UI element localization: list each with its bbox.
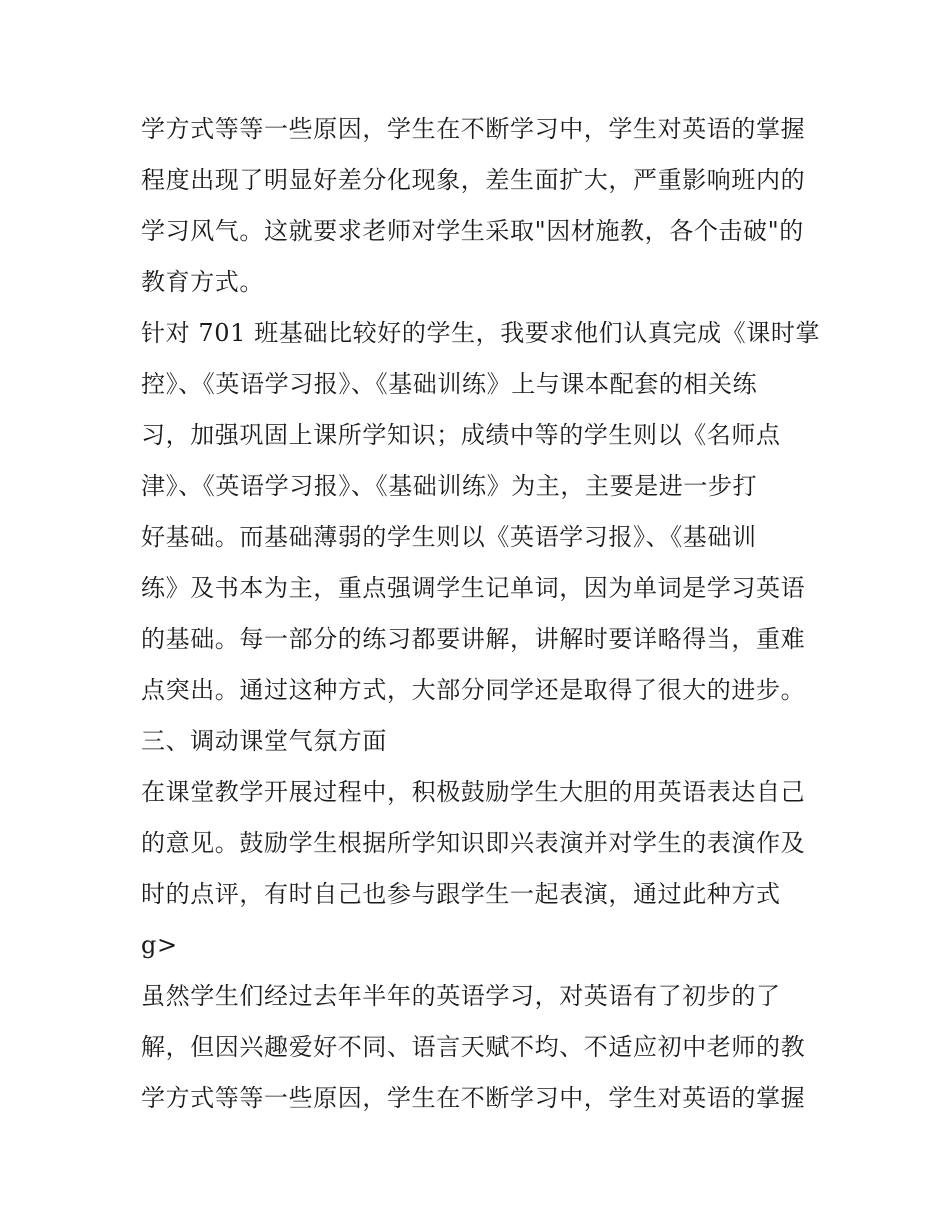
body-text [141,104,821,1124]
text-line: 解，但因兴趣爱好不同、语言天赋不均、不适应初中老师的教 [141,1033,806,1061]
text-line: 学习风气。这就要求老师对学生采取"因材施教，各个击破"的 [141,217,804,245]
text-line: g> [141,931,178,959]
text-line: 练》及书本为主，重点强调学生记单词，因为单词是学习英语 [141,574,806,602]
text-line: 学方式等等一些原因，学生在不断学习中，学生对英语的掌握 [141,1084,806,1112]
text-line: 针对 701 班基础比较好的学生，我要求他们认真完成《课时掌 [141,319,821,347]
text-line: 好基础。而基础薄弱的学生则以《英语学习报》、《基础训 [141,523,757,551]
text-line: 习，加强巩固上课所学知识；成绩中等的学生则以《名师点 [141,421,781,449]
text-line: 虽然学生们经过去年半年的英语学习，对英语有了初步的了 [141,982,781,1010]
text-line: 时的点评，有时自己也参与跟学生一起表演，通过此种方式 [141,880,781,908]
text-line: 的意见。鼓励学生根据所学知识即兴表演并对学生的表演作及 [141,829,806,857]
text-line: 津》、《英语学习报》、《基础训练》为主，主要是进一步打 [141,472,758,500]
text-line: 的基础。每一部分的练习都要讲解，讲解时要详略得当，重难 [141,625,806,653]
text-line: 程度出现了明显好差分化现象，差生面扩大，严重影响班内的 [141,166,806,194]
text-line: 点突出。通过这种方式，大部分同学还是取得了很大的进步。 [141,676,806,704]
text-line: 教育方式。 [141,268,264,296]
section-heading: 三、调动课堂气氛方面 [141,727,387,755]
text-line: 在课堂教学开展过程中，积极鼓励学生大胆的用英语表达自己 [141,778,806,806]
text-line: 控》、《英语学习报》、《基础训练》上与课本配套的相关练 [141,370,758,398]
text-line: 学方式等等一些原因，学生在不断学习中，学生对英语的掌握 [141,115,806,143]
